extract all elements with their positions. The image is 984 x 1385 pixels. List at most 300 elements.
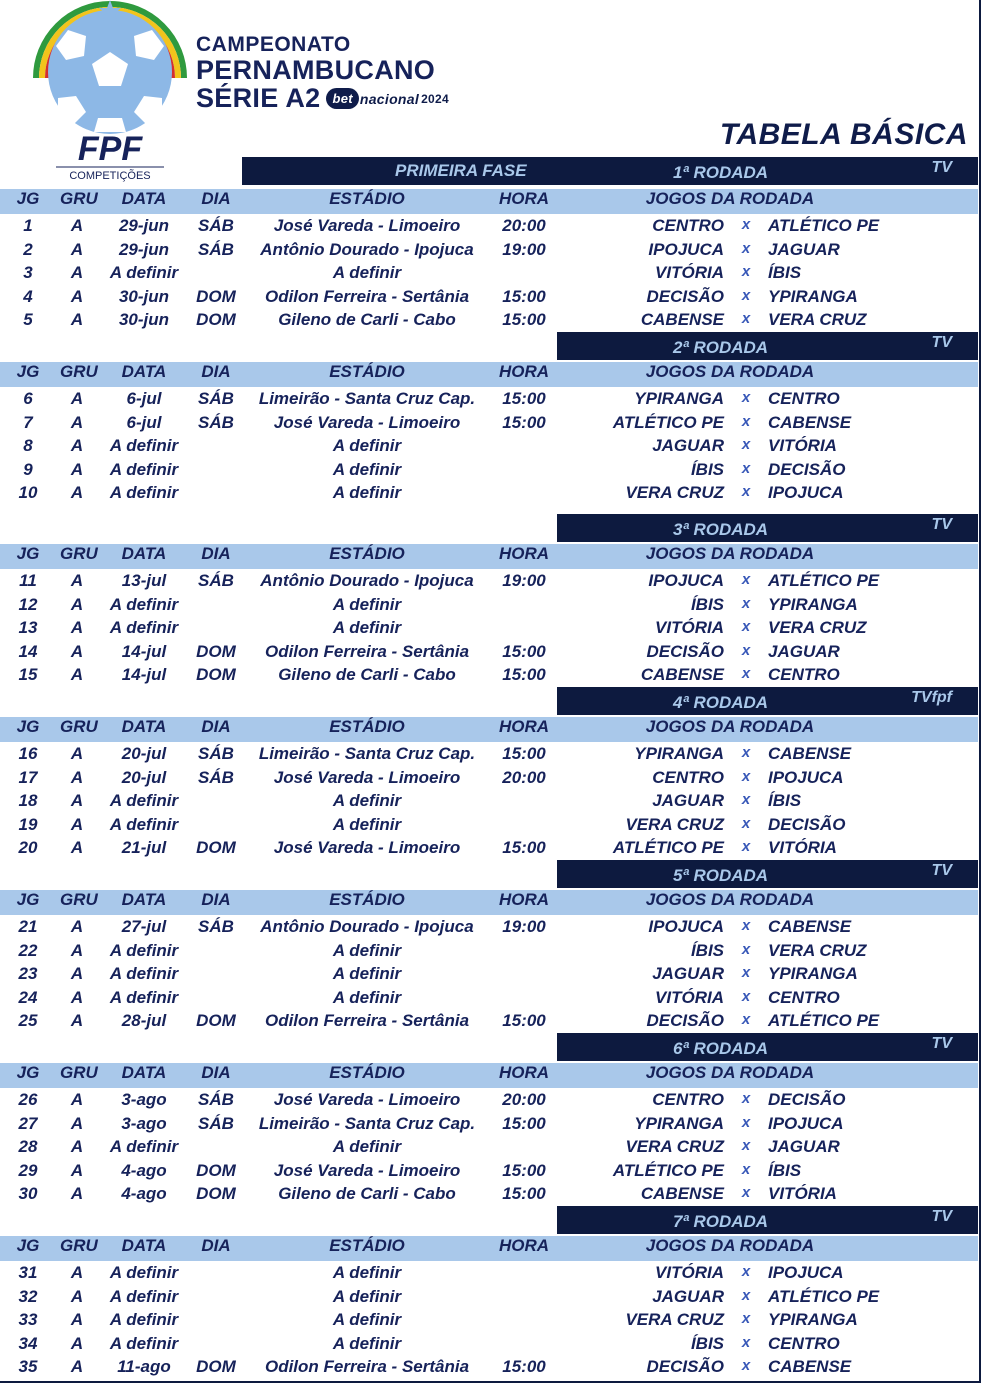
game-weekday: DOM bbox=[196, 1011, 236, 1031]
table-row bbox=[0, 310, 978, 333]
game-stadium: A definir bbox=[332, 940, 402, 960]
away-team: ATLÉTICO PE bbox=[768, 1011, 880, 1031]
game-weekday: DOM bbox=[196, 310, 236, 330]
col-header-estadio: ESTÁDIO bbox=[329, 362, 405, 381]
game-group: A bbox=[70, 641, 84, 661]
game-weekday: SÁB bbox=[198, 917, 234, 936]
away-team: DECISÃO bbox=[768, 814, 846, 834]
game-date: 13-jul bbox=[121, 571, 167, 590]
game-date: 4-ago bbox=[121, 1160, 167, 1180]
home-team: ATLÉTICO PE bbox=[612, 412, 724, 432]
table-row bbox=[0, 571, 978, 594]
game-date: A definir bbox=[109, 987, 179, 1007]
game-group: A bbox=[70, 1357, 84, 1377]
home-team: CENTRO bbox=[652, 216, 724, 235]
game-weekday: DOM bbox=[196, 665, 236, 685]
table-row bbox=[0, 436, 978, 459]
game-weekday: SÁB bbox=[198, 1090, 234, 1109]
col-header-data: DATA bbox=[121, 1063, 167, 1082]
game-date: A definir bbox=[109, 263, 179, 283]
game-date: 6-jul bbox=[126, 389, 162, 408]
game-number: 7 bbox=[23, 412, 33, 432]
game-date: 20-jul bbox=[121, 744, 167, 763]
game-group: A bbox=[70, 1310, 84, 1330]
versus-mark: x bbox=[741, 1357, 751, 1375]
col-header-estadio: ESTÁDIO bbox=[329, 1236, 405, 1255]
game-date: 14-jul bbox=[121, 641, 167, 661]
title-line-2: PERNAMBUCANO bbox=[196, 55, 436, 85]
game-date: 30-jun bbox=[118, 286, 170, 306]
round-bar bbox=[557, 514, 978, 542]
game-number: 22 bbox=[18, 940, 38, 960]
game-time: 20:00 bbox=[502, 1090, 546, 1109]
table-row bbox=[0, 413, 978, 436]
game-weekday: SÁB bbox=[198, 767, 234, 787]
col-header-jogos: JOGOS DA RODADA bbox=[645, 890, 815, 909]
game-group: A bbox=[70, 1286, 84, 1306]
versus-mark: x bbox=[741, 436, 751, 454]
game-stadium: José Vareda - Limoeiro bbox=[273, 1090, 461, 1109]
col-header-gru: GRU bbox=[60, 544, 98, 563]
table-row bbox=[0, 618, 978, 641]
game-number: 6 bbox=[23, 389, 33, 408]
away-team: VERA CRUZ bbox=[768, 940, 867, 960]
game-time: 19:00 bbox=[502, 239, 546, 259]
game-group: A bbox=[70, 286, 84, 306]
versus-mark: x bbox=[741, 1184, 751, 1202]
home-team: YPIRANGA bbox=[634, 389, 724, 408]
away-team: IPOJUCA bbox=[768, 1113, 844, 1133]
game-number: 13 bbox=[18, 618, 38, 638]
col-header-dia: DIA bbox=[201, 362, 231, 381]
game-stadium: José Vareda - Limoeiro bbox=[273, 1160, 461, 1180]
game-number: 3 bbox=[23, 263, 33, 283]
round-title: 5ª RODADA bbox=[673, 866, 769, 885]
table-row bbox=[0, 665, 978, 688]
game-stadium: A definir bbox=[332, 263, 402, 283]
sponsor-year: 2024 bbox=[421, 91, 449, 106]
game-time: 15:00 bbox=[502, 1184, 546, 1204]
game-date: 28-jul bbox=[121, 1011, 167, 1031]
game-stadium: Limeirão - Santa Cruz Cap. bbox=[258, 389, 476, 408]
versus-mark: x bbox=[741, 216, 751, 233]
game-group: A bbox=[70, 814, 84, 834]
game-group: A bbox=[70, 436, 84, 456]
round-bar bbox=[557, 860, 978, 888]
game-number: 33 bbox=[18, 1310, 38, 1330]
table-row bbox=[0, 389, 978, 412]
away-team: IPOJUCA bbox=[768, 1263, 844, 1282]
col-header-estadio: ESTÁDIO bbox=[329, 189, 405, 208]
col-header-gru: GRU bbox=[60, 717, 98, 736]
table-row bbox=[0, 1310, 978, 1333]
away-team: YPIRANGA bbox=[768, 964, 858, 984]
column-header-row bbox=[0, 362, 978, 387]
game-stadium: Gileno de Carli - Cabo bbox=[278, 665, 456, 685]
col-header-gru: GRU bbox=[60, 890, 98, 909]
game-group: A bbox=[70, 1333, 84, 1353]
game-number: 24 bbox=[18, 987, 38, 1007]
col-header-estadio: ESTÁDIO bbox=[329, 1063, 405, 1082]
col-header-jogos: JOGOS DA RODADA bbox=[645, 362, 815, 381]
game-stadium: A definir bbox=[332, 1263, 402, 1282]
game-group: A bbox=[70, 964, 84, 984]
versus-mark: x bbox=[741, 1310, 751, 1328]
game-group: A bbox=[70, 987, 84, 1007]
away-team: IPOJUCA bbox=[768, 767, 844, 787]
versus-mark: x bbox=[741, 459, 751, 477]
game-group: A bbox=[70, 618, 84, 638]
game-group: A bbox=[70, 571, 84, 590]
game-group: A bbox=[70, 744, 84, 763]
game-stadium: Antônio Dourado - Ipojuca bbox=[260, 571, 474, 590]
game-date: A definir bbox=[109, 436, 179, 456]
table-row bbox=[0, 1287, 978, 1310]
game-stadium: A definir bbox=[332, 1286, 402, 1306]
table-row bbox=[0, 460, 978, 483]
game-stadium: Odilon Ferreira - Sertânia bbox=[264, 641, 470, 661]
game-stadium: A definir bbox=[332, 814, 402, 834]
page-title: TABELA BÁSICA bbox=[719, 118, 968, 151]
game-number: 16 bbox=[18, 744, 38, 763]
game-stadium: A definir bbox=[332, 987, 402, 1007]
col-header-jg: JG bbox=[16, 189, 40, 208]
game-number: 28 bbox=[18, 1137, 38, 1157]
versus-mark: x bbox=[741, 1113, 751, 1131]
home-team: VITÓRIA bbox=[655, 263, 724, 283]
away-team: JAGUAR bbox=[768, 641, 840, 661]
championship-title bbox=[196, 34, 449, 112]
home-team: CENTRO bbox=[652, 1090, 724, 1109]
game-stadium: Limeirão - Santa Cruz Cap. bbox=[258, 744, 476, 763]
versus-mark: x bbox=[741, 838, 751, 856]
round-bar bbox=[557, 1033, 978, 1061]
game-stadium: A definir bbox=[332, 483, 402, 503]
away-team: CABENSE bbox=[768, 1357, 852, 1377]
game-date: 29-jun bbox=[118, 216, 170, 235]
game-time: 15:00 bbox=[502, 1113, 546, 1133]
table-row bbox=[0, 642, 978, 665]
away-team: VERA CRUZ bbox=[768, 310, 867, 330]
sponsor-name: nacional bbox=[359, 90, 420, 107]
game-weekday: DOM bbox=[196, 1357, 236, 1377]
game-stadium: Odilon Ferreira - Sertânia bbox=[264, 1357, 470, 1377]
game-date: A definir bbox=[109, 1333, 179, 1353]
home-team: IPOJUCA bbox=[648, 917, 724, 936]
round-title: 7ª RODADA bbox=[673, 1212, 769, 1231]
game-group: A bbox=[70, 940, 84, 960]
home-team: DECISÃO bbox=[646, 641, 724, 661]
away-team: ATLÉTICO PE bbox=[768, 571, 880, 590]
col-header-gru: GRU bbox=[60, 1063, 98, 1082]
away-team: IPOJUCA bbox=[768, 483, 844, 503]
versus-mark: x bbox=[741, 814, 751, 832]
game-stadium: A definir bbox=[332, 1137, 402, 1157]
game-time: 15:00 bbox=[502, 744, 546, 763]
game-time: 15:00 bbox=[502, 1357, 546, 1377]
game-number: 18 bbox=[18, 791, 38, 811]
game-stadium: Limeirão - Santa Cruz Cap. bbox=[258, 1113, 476, 1133]
game-weekday: SÁB bbox=[198, 412, 234, 432]
home-team: CENTRO bbox=[652, 767, 724, 787]
game-weekday: SÁB bbox=[198, 1113, 234, 1133]
table-row bbox=[0, 1090, 978, 1113]
game-number: 9 bbox=[23, 459, 33, 479]
game-group: A bbox=[70, 1263, 84, 1282]
versus-mark: x bbox=[741, 940, 751, 958]
col-header-jg: JG bbox=[16, 544, 40, 563]
game-date: 3-ago bbox=[121, 1113, 167, 1133]
versus-mark: x bbox=[741, 964, 751, 982]
game-stadium: A definir bbox=[332, 791, 402, 811]
versus-mark: x bbox=[741, 744, 751, 761]
game-number: 25 bbox=[18, 1011, 38, 1031]
game-group: A bbox=[70, 216, 84, 235]
game-number: 19 bbox=[18, 814, 38, 834]
tv-label: TV bbox=[931, 516, 952, 533]
col-header-dia: DIA bbox=[201, 717, 231, 736]
sponsor-badge: bet bbox=[326, 88, 358, 109]
col-header-dia: DIA bbox=[201, 1063, 231, 1082]
home-team: ATLÉTICO PE bbox=[612, 1160, 724, 1180]
game-weekday: DOM bbox=[196, 286, 236, 306]
versus-mark: x bbox=[741, 1160, 751, 1178]
col-header-dia: DIA bbox=[201, 189, 231, 208]
col-header-dia: DIA bbox=[201, 544, 231, 563]
away-team: JAGUAR bbox=[768, 1137, 840, 1157]
versus-mark: x bbox=[741, 641, 751, 659]
game-date: 30-jun bbox=[118, 310, 170, 330]
away-team: CENTRO bbox=[768, 1333, 840, 1353]
column-header-row bbox=[0, 1063, 978, 1088]
table-row bbox=[0, 1137, 978, 1160]
versus-mark: x bbox=[741, 1090, 751, 1107]
versus-mark: x bbox=[741, 310, 751, 328]
game-stadium: Antônio Dourado - Ipojuca bbox=[260, 917, 474, 936]
round-title: 3ª RODADA bbox=[673, 520, 769, 539]
game-number: 10 bbox=[18, 483, 38, 503]
game-time: 15:00 bbox=[502, 838, 546, 858]
table-row bbox=[0, 1011, 978, 1034]
game-date: A definir bbox=[109, 1310, 179, 1330]
logo-text: FPF bbox=[77, 130, 143, 168]
away-team: ATLÉTICO PE bbox=[768, 1286, 880, 1306]
table-row bbox=[0, 595, 978, 618]
table-row bbox=[0, 1334, 978, 1357]
column-header-row bbox=[0, 544, 978, 569]
col-header-estadio: ESTÁDIO bbox=[329, 544, 405, 563]
home-team: ÍBIS bbox=[690, 1333, 724, 1353]
versus-mark: x bbox=[741, 665, 751, 683]
game-group: A bbox=[70, 1090, 84, 1109]
game-date: 4-ago bbox=[121, 1184, 167, 1204]
table-row bbox=[0, 917, 978, 940]
away-team: DECISÃO bbox=[768, 459, 846, 479]
game-stadium: A definir bbox=[332, 618, 402, 638]
home-team: DECISÃO bbox=[646, 1357, 724, 1377]
game-time: 15:00 bbox=[502, 665, 546, 685]
home-team: CABENSE bbox=[640, 1184, 724, 1204]
away-team: CABENSE bbox=[768, 412, 852, 432]
game-group: A bbox=[70, 665, 84, 685]
game-group: A bbox=[70, 838, 84, 858]
game-time: 15:00 bbox=[502, 310, 546, 330]
column-header-row bbox=[0, 1236, 978, 1261]
game-number: 1 bbox=[23, 216, 33, 235]
game-number: 27 bbox=[18, 1113, 38, 1133]
tv-label: TV bbox=[931, 334, 952, 351]
col-header-gru: GRU bbox=[60, 1236, 98, 1255]
col-header-hora: HORA bbox=[498, 1236, 550, 1255]
game-date: 27-jul bbox=[121, 917, 167, 936]
versus-mark: x bbox=[741, 767, 751, 785]
round-title: 6ª RODADA bbox=[673, 1039, 769, 1058]
game-number: 32 bbox=[18, 1286, 38, 1306]
game-weekday: SÁB bbox=[198, 216, 234, 235]
home-team: DECISÃO bbox=[646, 286, 724, 306]
home-team: CABENSE bbox=[640, 665, 724, 685]
away-team: YPIRANGA bbox=[768, 1310, 858, 1330]
game-date: A definir bbox=[109, 483, 179, 503]
title-line-1: CAMPEONATO bbox=[196, 33, 351, 56]
versus-mark: x bbox=[741, 389, 751, 406]
round-bar bbox=[557, 157, 978, 185]
home-team: VITÓRIA bbox=[655, 1263, 724, 1282]
round-bar bbox=[557, 332, 978, 360]
game-stadium: A definir bbox=[332, 964, 402, 984]
home-team: JAGUAR bbox=[652, 964, 724, 984]
home-team: ÍBIS bbox=[690, 940, 724, 960]
game-stadium: José Vareda - Limoeiro bbox=[273, 767, 461, 787]
home-team: JAGUAR bbox=[652, 791, 724, 811]
game-group: A bbox=[70, 917, 84, 936]
column-header-row bbox=[0, 890, 978, 915]
versus-mark: x bbox=[741, 412, 751, 430]
versus-mark: x bbox=[741, 791, 751, 809]
versus-mark: x bbox=[741, 239, 751, 257]
away-team: VITÓRIA bbox=[768, 1184, 837, 1204]
game-number: 29 bbox=[18, 1160, 38, 1180]
game-group: A bbox=[70, 263, 84, 283]
versus-mark: x bbox=[741, 1333, 751, 1351]
game-stadium: A definir bbox=[332, 1333, 402, 1353]
table-row bbox=[0, 1114, 978, 1137]
col-header-data: DATA bbox=[121, 362, 167, 381]
col-header-jogos: JOGOS DA RODADA bbox=[645, 717, 815, 736]
game-time: 19:00 bbox=[502, 917, 546, 936]
game-group: A bbox=[70, 239, 84, 259]
game-date: A definir bbox=[109, 1286, 179, 1306]
game-time: 15:00 bbox=[502, 412, 546, 432]
game-number: 34 bbox=[18, 1333, 38, 1353]
logo-subtext: COMPETIÇÕES bbox=[69, 170, 151, 182]
col-header-estadio: ESTÁDIO bbox=[329, 717, 405, 736]
col-header-hora: HORA bbox=[498, 544, 550, 563]
game-time: 20:00 bbox=[502, 767, 546, 787]
versus-mark: x bbox=[741, 286, 751, 304]
game-number: 35 bbox=[18, 1357, 38, 1377]
column-header-row bbox=[0, 189, 978, 214]
game-time: 15:00 bbox=[502, 389, 546, 408]
home-team: VERA CRUZ bbox=[625, 1137, 724, 1157]
game-date: 14-jul bbox=[121, 665, 167, 685]
home-team: VERA CRUZ bbox=[625, 1310, 724, 1330]
sponsor-logo bbox=[326, 88, 449, 109]
game-stadium: A definir bbox=[332, 1310, 402, 1330]
game-number: 30 bbox=[18, 1184, 38, 1204]
col-header-jg: JG bbox=[16, 717, 40, 736]
game-date: 21-jul bbox=[121, 838, 167, 858]
game-group: A bbox=[70, 1160, 84, 1180]
home-team: ÍBIS bbox=[690, 459, 724, 479]
game-date: A definir bbox=[109, 459, 179, 479]
game-number: 23 bbox=[18, 964, 38, 984]
game-date: A definir bbox=[109, 1263, 179, 1282]
versus-mark: x bbox=[741, 1137, 751, 1155]
home-team: DECISÃO bbox=[646, 1011, 724, 1031]
table-row bbox=[0, 240, 978, 263]
game-stadium: Odilon Ferreira - Sertânia bbox=[264, 1011, 470, 1031]
away-team: ÍBIS bbox=[768, 263, 802, 283]
game-date: A definir bbox=[109, 791, 179, 811]
fpf-logo bbox=[28, 0, 193, 185]
game-date: A definir bbox=[109, 1137, 179, 1157]
game-number: 26 bbox=[18, 1090, 38, 1109]
col-header-data: DATA bbox=[121, 1236, 167, 1255]
table-row bbox=[0, 941, 978, 964]
game-date: 20-jul bbox=[121, 767, 167, 787]
table-row bbox=[0, 263, 978, 286]
versus-mark: x bbox=[741, 1286, 751, 1304]
game-stadium: A definir bbox=[332, 436, 402, 456]
versus-mark: x bbox=[741, 1011, 751, 1029]
game-number: 14 bbox=[18, 641, 38, 661]
table-row bbox=[0, 1263, 978, 1286]
home-team: IPOJUCA bbox=[648, 239, 724, 259]
game-date: A definir bbox=[109, 594, 179, 614]
game-weekday: SÁB bbox=[198, 571, 234, 590]
away-team: DECISÃO bbox=[768, 1090, 846, 1109]
game-group: A bbox=[70, 389, 84, 408]
game-time: 19:00 bbox=[502, 571, 546, 590]
away-team: CENTRO bbox=[768, 389, 840, 408]
game-group: A bbox=[70, 1137, 84, 1157]
round-title: 1ª RODADA bbox=[673, 163, 769, 182]
game-date: 6-jul bbox=[126, 412, 162, 432]
home-team: IPOJUCA bbox=[648, 571, 724, 590]
game-date: A definir bbox=[109, 940, 179, 960]
col-header-jg: JG bbox=[16, 362, 40, 381]
home-team: YPIRANGA bbox=[634, 744, 724, 763]
game-stadium: Odilon Ferreira - Sertânia bbox=[264, 286, 470, 306]
away-team: VERA CRUZ bbox=[768, 618, 867, 638]
table-row bbox=[0, 964, 978, 987]
tv-label: TVfpf bbox=[911, 689, 952, 706]
away-team: ÍBIS bbox=[768, 791, 802, 811]
game-group: A bbox=[70, 767, 84, 787]
game-number: 17 bbox=[18, 767, 38, 787]
game-group: A bbox=[70, 594, 84, 614]
away-team: CABENSE bbox=[768, 917, 852, 936]
col-header-gru: GRU bbox=[60, 362, 98, 381]
game-number: 11 bbox=[19, 571, 37, 590]
versus-mark: x bbox=[741, 571, 751, 588]
table-row bbox=[0, 744, 978, 767]
table-row bbox=[0, 1161, 978, 1184]
game-group: A bbox=[70, 1113, 84, 1133]
col-header-gru: GRU bbox=[60, 189, 98, 208]
away-team: YPIRANGA bbox=[768, 286, 858, 306]
